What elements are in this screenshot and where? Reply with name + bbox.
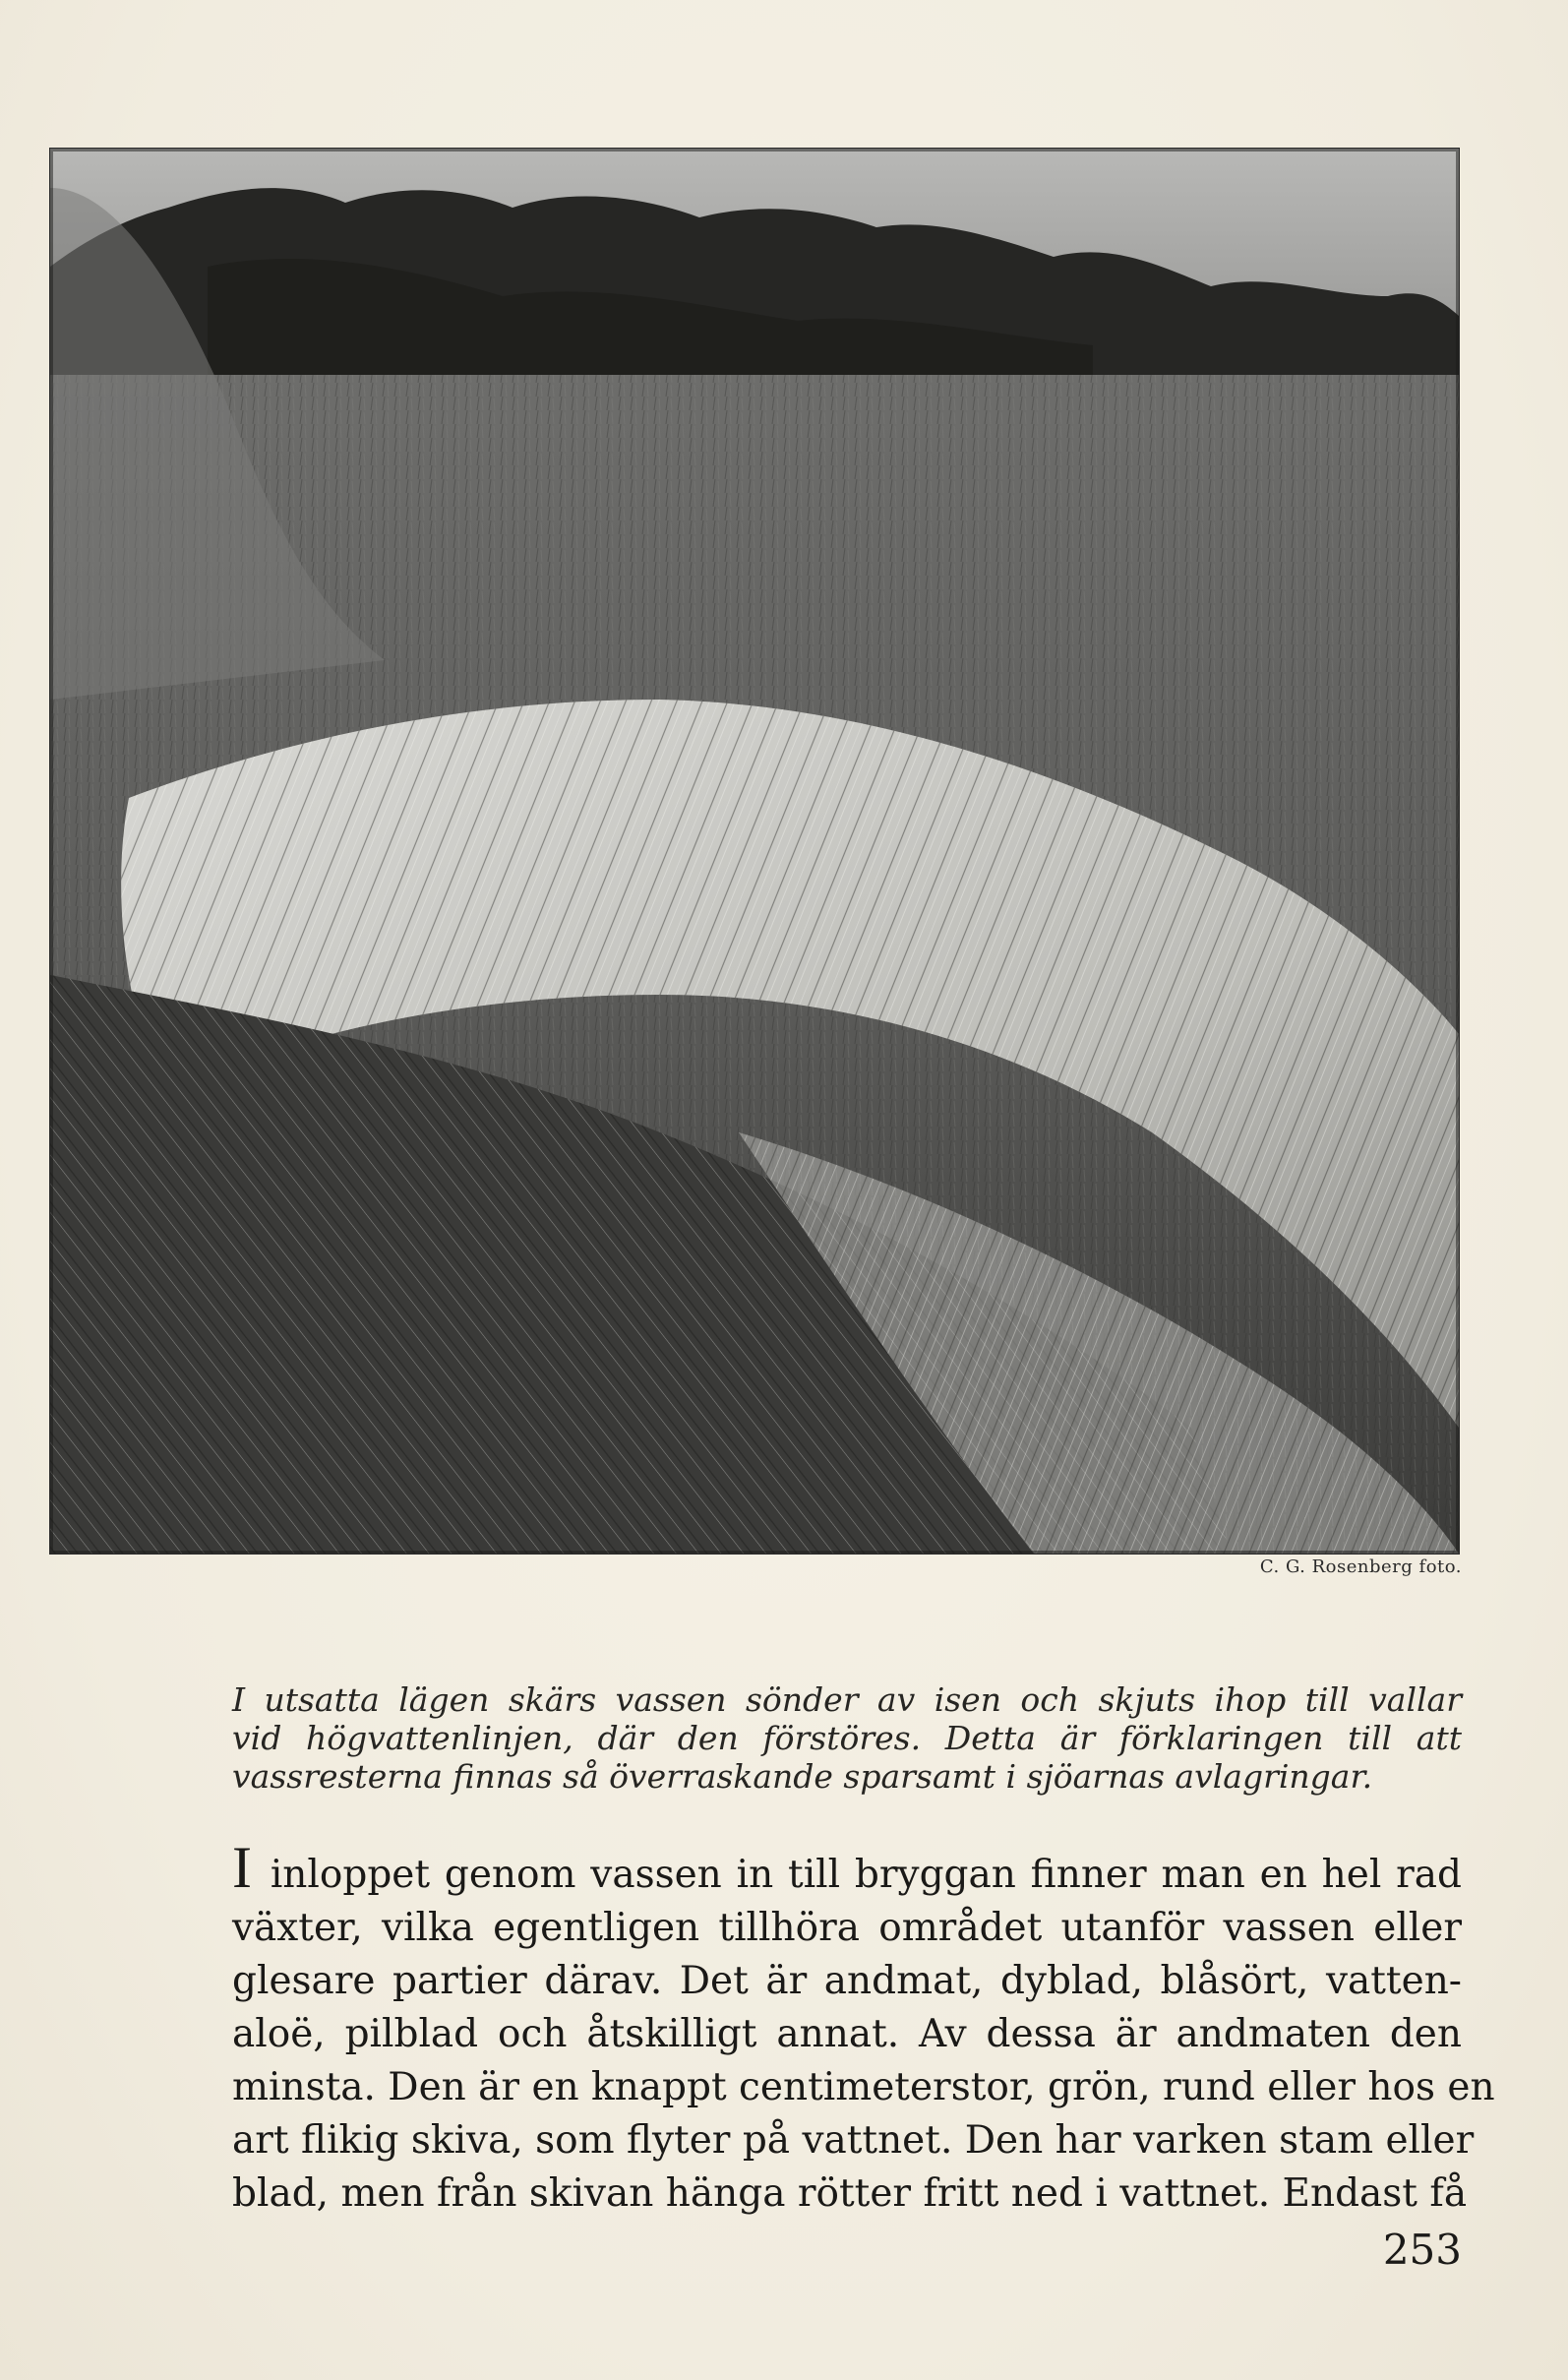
photo-image	[50, 149, 1459, 1554]
caption-line: vassresterna finnas så överraskande sparsamt i sjöarnas avlagringar.	[232, 1757, 1373, 1796]
page-number: 253	[1382, 2226, 1462, 2274]
body-line: glesare partier därav. Det är andmat, dyblad, blåsört, vatten-	[232, 1959, 1462, 2003]
body-line: aloë, pilblad och åtskilligt annat. Av dessa är andmaten den	[232, 2012, 1462, 2056]
drop-cap: I	[232, 1835, 252, 1900]
caption-line: vid högvattenlinjen, där den förstöres. Detta är förklaringen till att	[232, 1719, 1462, 1757]
reed-field-photograph	[49, 148, 1460, 1555]
caption-line: I utsatta lägen skärs vassen sönder av isen och skjuts ihop till vallar	[232, 1680, 1462, 1719]
photo-caption	[232, 1680, 1462, 1796]
body-line	[232, 1835, 1462, 1902]
photo-credit: C. G. Rosenberg foto.	[1259, 1556, 1462, 1577]
body-paragraph	[232, 1835, 1495, 2221]
body-line: minsta. Den är en knappt centimeterstor, grön, rund eller hos en	[232, 2065, 1495, 2109]
body-line: växter, vilka egentligen tillhöra området utanför vassen eller	[232, 1906, 1462, 1950]
body-line: blad, men från skivan hänga rötter fritt ned i vattnet. Endast få	[232, 2171, 1468, 2216]
body-line-text: inloppet genom vassen in till bryggan finner man en hel rad	[270, 1853, 1462, 1897]
body-line: art flikig skiva, som flyter på vattnet. Den har varken stam eller	[232, 2118, 1475, 2163]
